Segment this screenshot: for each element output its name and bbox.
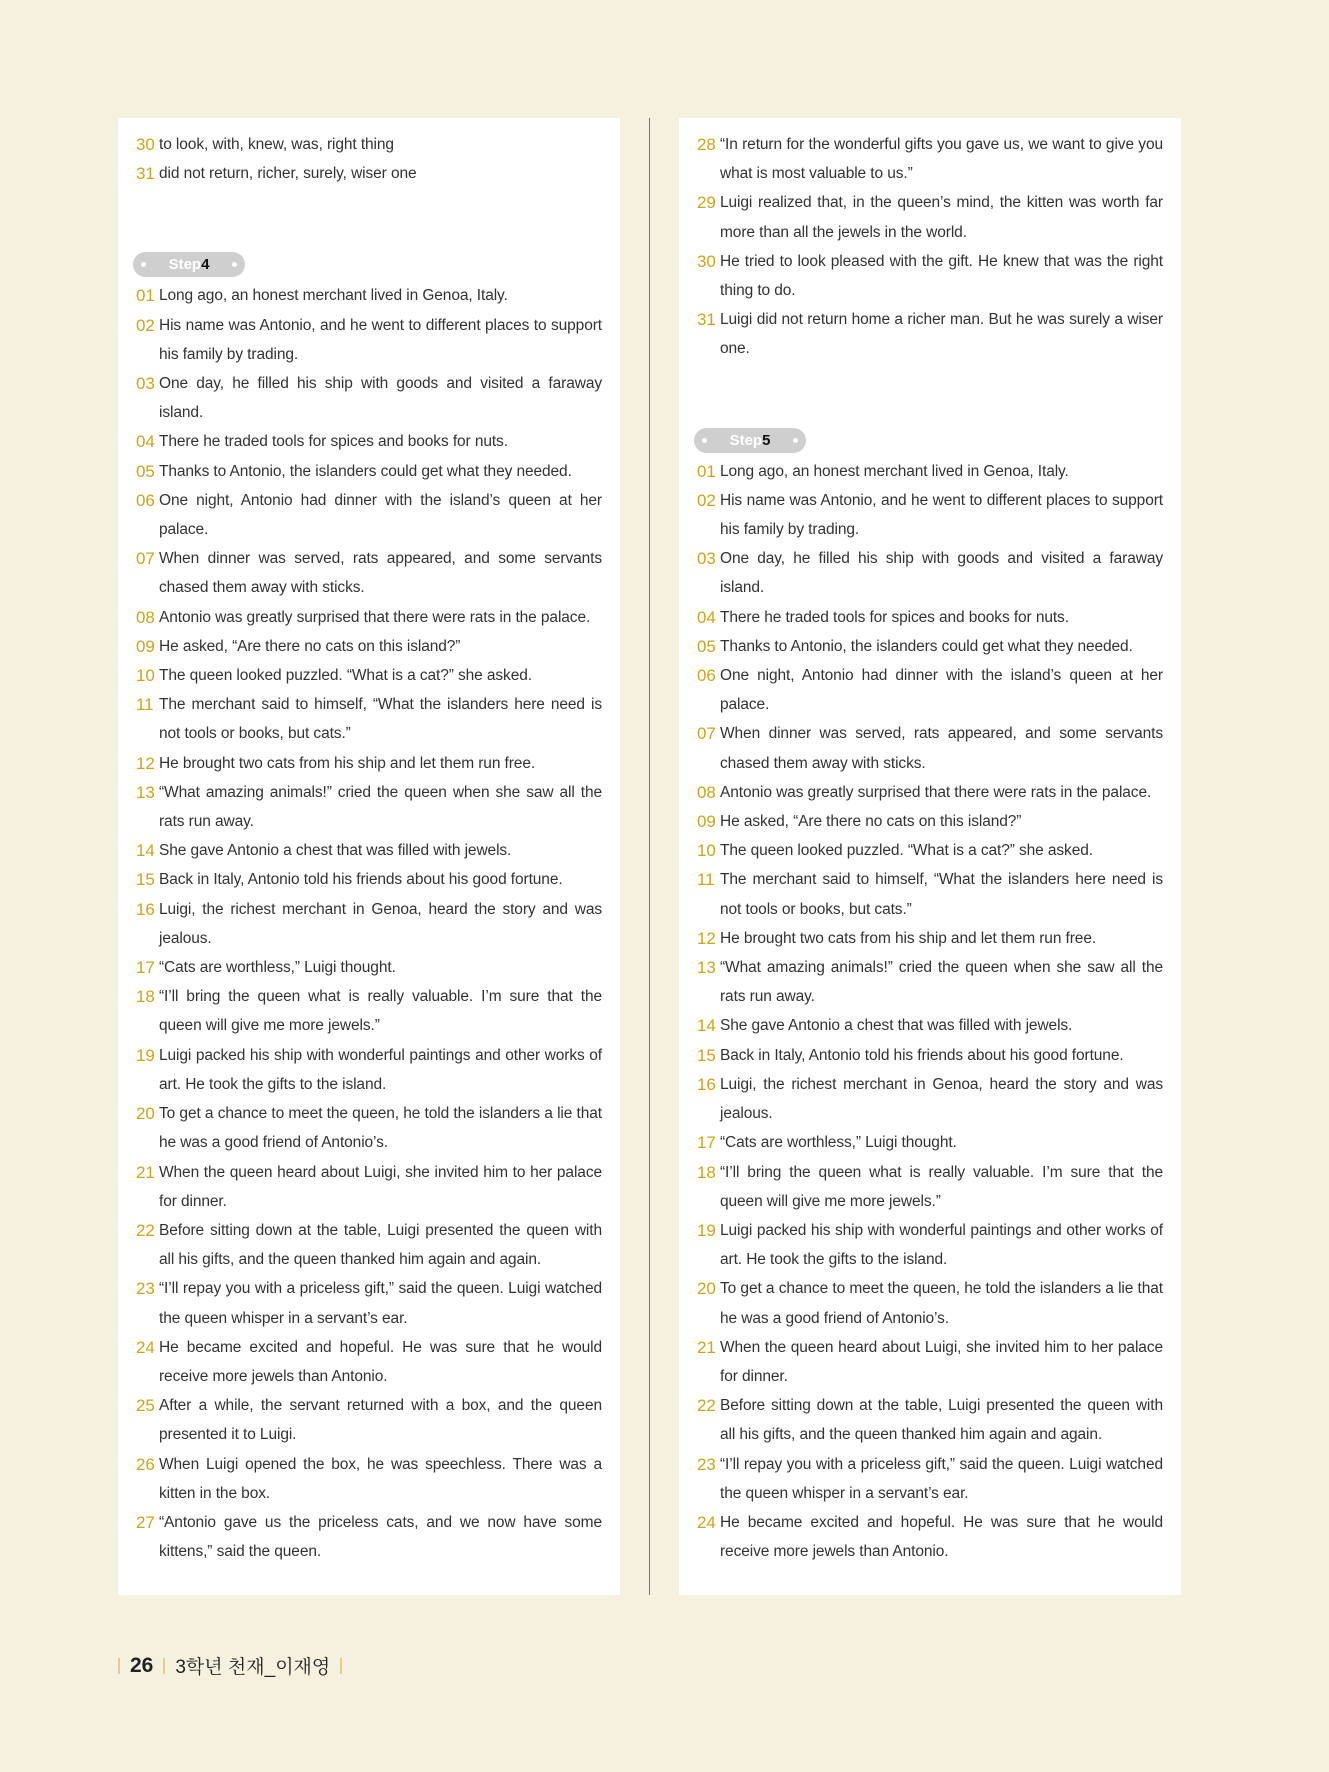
sentence-item	[136, 159, 602, 188]
sentence-item	[136, 690, 602, 748]
sentence-text: Luigi realized that, in the queen’s mind, the kitten was worth far more than all the jewels in the world.	[720, 194, 1163, 241]
sentence-number: 01	[697, 461, 716, 481]
sentence-text: After a while, the servant returned with a box, and the queen presented it to Luigi.	[159, 1397, 602, 1444]
sentence-item	[697, 865, 1163, 923]
page-footer	[118, 1652, 352, 1679]
sentence-number: 13	[136, 782, 155, 802]
dot-icon	[232, 262, 237, 267]
sentence-item	[136, 311, 602, 369]
sentence-number: 15	[136, 870, 155, 890]
sentence-text: “I’ll repay you with a priceless gift,” said the queen. Luigi watched the queen whisper in a servant’s ear.	[159, 1280, 602, 1327]
sentence-number: 14	[697, 1016, 716, 1036]
sentence-item	[136, 1158, 602, 1216]
sentence-number: 04	[697, 607, 716, 627]
sentence-number: 20	[136, 1104, 155, 1124]
sentence-item	[697, 1011, 1163, 1040]
sentence-item	[697, 457, 1163, 486]
sentence-item	[136, 544, 602, 602]
step-label: Step	[168, 256, 202, 274]
sentence-text: Before sitting down at the table, Luigi presented the queen with all his gifts, and the queen thanked him again and again.	[720, 1397, 1163, 1444]
sentence-number: 04	[136, 432, 155, 452]
sentence-text: When Luigi opened the box, he was speechless. There was a kitten in the box.	[159, 1455, 602, 1502]
sentence-number: 06	[697, 666, 716, 686]
sentence-text: “I’ll bring the queen what is really valuable. I’m sure that the queen will give me more jewels.”	[720, 1163, 1163, 1210]
sentence-item	[136, 749, 602, 778]
sentence-item	[136, 1216, 602, 1274]
sentence-number: 11	[136, 695, 154, 715]
sentence-text: His name was Antonio, and he went to different places to support his family by trading.	[720, 491, 1163, 539]
column-divider	[649, 118, 650, 1595]
sentence-text: He became excited and hopeful. He was sure that he would receive more jewels than Antonio.	[159, 1338, 602, 1385]
sentence-number: 23	[697, 1454, 716, 1474]
answer-list	[136, 130, 602, 188]
sentence-number: 21	[697, 1337, 716, 1357]
sentence-number: 09	[697, 812, 716, 832]
sentence-number: 21	[136, 1162, 155, 1182]
step-5-badge	[694, 428, 806, 453]
sentence-text: did not return, richer, surely, wiser one	[159, 165, 417, 183]
sentence-text: When dinner was served, rats appeared, and some servants chased them away with sticks.	[720, 725, 1163, 772]
sentence-text: “I’ll repay you with a priceless gift,” said the queen. Luigi watched the queen whisper in a servant’s ear.	[720, 1455, 1163, 1502]
sentence-item	[697, 486, 1163, 544]
sentence-number: 11	[697, 870, 715, 890]
sentence-number: 19	[697, 1220, 716, 1240]
sentence-number: 16	[697, 1074, 716, 1094]
sentence-item	[697, 924, 1163, 953]
sentence-item	[136, 1450, 602, 1508]
sentence-item	[136, 953, 602, 982]
sentence-item	[136, 836, 602, 865]
sentence-text: Antonio was greatly surprised that there were rats in the palace.	[720, 783, 1152, 801]
sentence-text: “Antonio gave us the priceless cats, and we now have some kittens,” said the queen.	[159, 1513, 602, 1561]
left-column	[118, 118, 620, 1595]
sentence-text: The queen looked puzzled. “What is a cat?” she asked.	[159, 667, 532, 685]
sentence-text: Thanks to Antonio, the islanders could get what they needed.	[159, 462, 572, 480]
step-4-list-continued	[697, 130, 1163, 364]
sentence-text: One night, Antonio had dinner with the island’s queen at her palace.	[159, 491, 602, 539]
sentence-item	[697, 1508, 1163, 1566]
sentence-item	[136, 1508, 602, 1566]
sentence-number: 12	[697, 928, 716, 948]
sentence-number: 17	[136, 958, 155, 978]
sentence-text: He brought two cats from his ship and let them run free.	[159, 754, 536, 772]
sentence-text: He asked, “Are there no cats on this island?”	[720, 813, 1022, 831]
sentence-text: “I’ll bring the queen what is really valuable. I’m sure that the queen will give me more jewels.”	[159, 988, 602, 1035]
sentence-number: 03	[697, 549, 716, 569]
sentence-text: One day, he filled his ship with goods and visited a faraway island.	[159, 375, 602, 422]
sentence-text: When dinner was served, rats appeared, and some servants chased them away with sticks.	[159, 550, 602, 597]
sentence-text: The merchant said to himself, “What the islanders here need is not tools or books, but cats.”	[720, 871, 1163, 918]
sentence-text: He brought two cats from his ship and let them run free.	[720, 929, 1097, 947]
sentence-number: 31	[697, 310, 716, 330]
sentence-item	[697, 188, 1163, 246]
sentence-text: Long ago, an honest merchant lived in Genoa, Italy.	[159, 287, 508, 305]
sentence-number: 01	[136, 286, 155, 306]
sentence-item	[136, 130, 602, 159]
sentence-number: 20	[697, 1279, 716, 1299]
sentence-number: 28	[697, 135, 716, 154]
sentence-number: 14	[136, 841, 155, 861]
sentence-text: Luigi packed his ship with wonderful paintings and other works of art. He took the gifts to the island.	[720, 1221, 1163, 1269]
sentence-text: Luigi, the richest merchant in Genoa, heard the story and was jealous.	[720, 1075, 1163, 1123]
sentence-item	[136, 427, 602, 456]
sentence-item	[136, 982, 602, 1040]
step-number: 4	[201, 256, 210, 274]
sentence-number: 24	[697, 1512, 716, 1532]
sentence-text: Antonio was greatly surprised that there were rats in the palace.	[159, 608, 591, 626]
sentence-text: There he traded tools for spices and books for nuts.	[159, 433, 508, 451]
sentence-number: 29	[697, 193, 716, 213]
footer-divider	[118, 1658, 120, 1674]
sentence-text: Thanks to Antonio, the islanders could get what they needed.	[720, 637, 1133, 655]
sentence-number: 27	[136, 1512, 155, 1532]
sentence-text: “What amazing animals!” cried the queen when she saw all the rats run away.	[720, 959, 1163, 1006]
sentence-item	[697, 778, 1163, 807]
sentence-number: 18	[697, 1162, 716, 1182]
sentence-number: 22	[697, 1396, 716, 1416]
sentence-number: 02	[697, 490, 716, 510]
sentence-text: One day, he filled his ship with goods and visited a faraway island.	[720, 550, 1163, 597]
sentence-item	[697, 1216, 1163, 1274]
sentence-item	[136, 1041, 602, 1099]
right-column	[679, 118, 1181, 1595]
sentence-item	[697, 130, 1163, 188]
sentence-text: The merchant said to himself, “What the islanders here need is not tools or books, but cats.”	[159, 696, 602, 743]
sentence-item	[697, 1128, 1163, 1157]
sentence-number: 07	[697, 724, 716, 744]
step-4-list	[136, 281, 602, 1566]
sentence-text: “Cats are worthless,” Luigi thought.	[159, 959, 396, 977]
sentence-item	[136, 1099, 602, 1157]
sentence-item	[136, 1333, 602, 1391]
sentence-item	[136, 632, 602, 661]
sentence-text: He asked, “Are there no cats on this island?”	[159, 637, 461, 655]
sentence-text: He tried to look pleased with the gift. He knew that was the right thing to do.	[720, 252, 1163, 300]
sentence-item	[136, 895, 602, 953]
step-4-badge	[133, 252, 245, 277]
sentence-item	[697, 1333, 1163, 1391]
sentence-text: When the queen heard about Luigi, she invited him to her palace for dinner.	[159, 1163, 602, 1210]
sentence-number: 25	[136, 1396, 155, 1416]
sentence-text: Before sitting down at the table, Luigi presented the queen with all his gifts, and the queen thanked him again and again.	[159, 1221, 602, 1269]
sentence-number: 10	[697, 841, 716, 861]
sentence-item	[136, 369, 602, 427]
sentence-item	[697, 1450, 1163, 1508]
sentence-text: Luigi did not return home a richer man. But he was surely a wiser one.	[720, 311, 1163, 358]
sentence-item	[697, 836, 1163, 865]
sentence-item	[136, 661, 602, 690]
sentence-text: Luigi, the richest merchant in Genoa, heard the story and was jealous.	[159, 900, 602, 947]
sentence-text: “In return for the wonderful gifts you gave us, we want to give you what is most valuable to us.”	[720, 136, 1163, 183]
sentence-number: 19	[136, 1045, 155, 1065]
sentence-item	[697, 1041, 1163, 1070]
footer-divider	[163, 1658, 165, 1674]
sentence-item	[697, 719, 1163, 777]
sentence-number: 30	[136, 135, 155, 154]
sentence-number: 22	[136, 1220, 155, 1240]
sentence-number: 05	[136, 461, 155, 481]
step-number: 5	[762, 431, 771, 449]
sentence-item	[697, 632, 1163, 661]
sentence-text: To get a chance to meet the queen, he told the islanders a lie that he was a good friend of Antonio’s.	[159, 1105, 602, 1152]
sentence-text: She gave Antonio a chest that was filled with jewels.	[720, 1017, 1073, 1035]
sentence-text: Back in Italy, Antonio told his friends about his good fortune.	[720, 1046, 1124, 1064]
sentence-item	[697, 305, 1163, 363]
sentence-number: 03	[136, 374, 155, 394]
sentence-number: 30	[697, 251, 716, 271]
sentence-item	[697, 1391, 1163, 1449]
sentence-number: 05	[697, 636, 716, 656]
sentence-item	[697, 661, 1163, 719]
dot-icon	[702, 438, 707, 443]
sentence-text: When the queen heard about Luigi, she invited him to her palace for dinner.	[720, 1338, 1163, 1385]
sentence-number: 13	[697, 958, 716, 978]
sentence-text: To get a chance to meet the queen, he told the islanders a lie that he was a good friend of Antonio’s.	[720, 1280, 1163, 1327]
sentence-number: 10	[136, 666, 155, 686]
sentence-item	[136, 281, 602, 310]
sentence-item	[136, 603, 602, 632]
sentence-item	[136, 1274, 602, 1332]
sentence-number: 16	[136, 899, 155, 919]
sentence-number: 17	[697, 1133, 716, 1153]
sentence-number: 06	[136, 490, 155, 510]
sentence-text: Long ago, an honest merchant lived in Genoa, Italy.	[720, 462, 1069, 480]
footer-divider	[340, 1658, 342, 1674]
sentence-number: 18	[136, 987, 155, 1007]
step-5-list	[697, 457, 1163, 1567]
sentence-number: 15	[697, 1045, 716, 1065]
sentence-item	[697, 1070, 1163, 1128]
sentence-text: “What amazing animals!” cried the queen when she saw all the rats run away.	[159, 783, 602, 831]
sentence-number: 31	[136, 164, 155, 184]
sentence-item	[136, 1391, 602, 1449]
sentence-number: 08	[697, 782, 716, 802]
sentence-text: Luigi packed his ship with wonderful paintings and other works of art. He took the gifts to the island.	[159, 1046, 602, 1093]
sentence-number: 24	[136, 1337, 155, 1357]
sentence-text: The queen looked puzzled. “What is a cat?” she asked.	[720, 842, 1093, 860]
sentence-number: 02	[136, 315, 155, 335]
footer-title: 3학년 천재_이재영	[175, 1657, 331, 1678]
sentence-number: 09	[136, 636, 155, 656]
sentence-text: One night, Antonio had dinner with the island’s queen at her palace.	[720, 667, 1163, 714]
sentence-number: 26	[136, 1454, 155, 1474]
sentence-item	[697, 247, 1163, 305]
sentence-item	[136, 457, 602, 486]
sentence-number: 08	[136, 607, 155, 627]
sentence-item	[697, 1274, 1163, 1332]
sentence-text: He became excited and hopeful. He was sure that he would receive more jewels than Antonio.	[720, 1513, 1163, 1561]
dot-icon	[793, 438, 798, 443]
step-label: Step	[729, 431, 763, 449]
sentence-text: She gave Antonio a chest that was filled with jewels.	[159, 842, 512, 860]
sentence-item	[136, 778, 602, 836]
sentence-text: His name was Antonio, and he went to different places to support his family by trading.	[159, 316, 602, 363]
sentence-text: to look, with, knew, was, right thing	[159, 136, 394, 153]
sentence-text: Back in Italy, Antonio told his friends about his good fortune.	[159, 871, 563, 889]
sentence-item	[697, 1158, 1163, 1216]
sentence-item	[136, 865, 602, 894]
page-number: 26	[130, 1653, 154, 1677]
sentence-text: There he traded tools for spices and books for nuts.	[720, 608, 1069, 626]
sentence-item	[697, 544, 1163, 602]
sentence-item	[136, 486, 602, 544]
sentence-number: 23	[136, 1279, 155, 1299]
sentence-item	[697, 953, 1163, 1011]
sentence-item	[697, 807, 1163, 836]
sentence-text: “Cats are worthless,” Luigi thought.	[720, 1134, 957, 1152]
sentence-number: 12	[136, 753, 155, 773]
dot-icon	[141, 262, 146, 267]
sentence-item	[697, 603, 1163, 632]
sentence-number: 07	[136, 549, 155, 569]
